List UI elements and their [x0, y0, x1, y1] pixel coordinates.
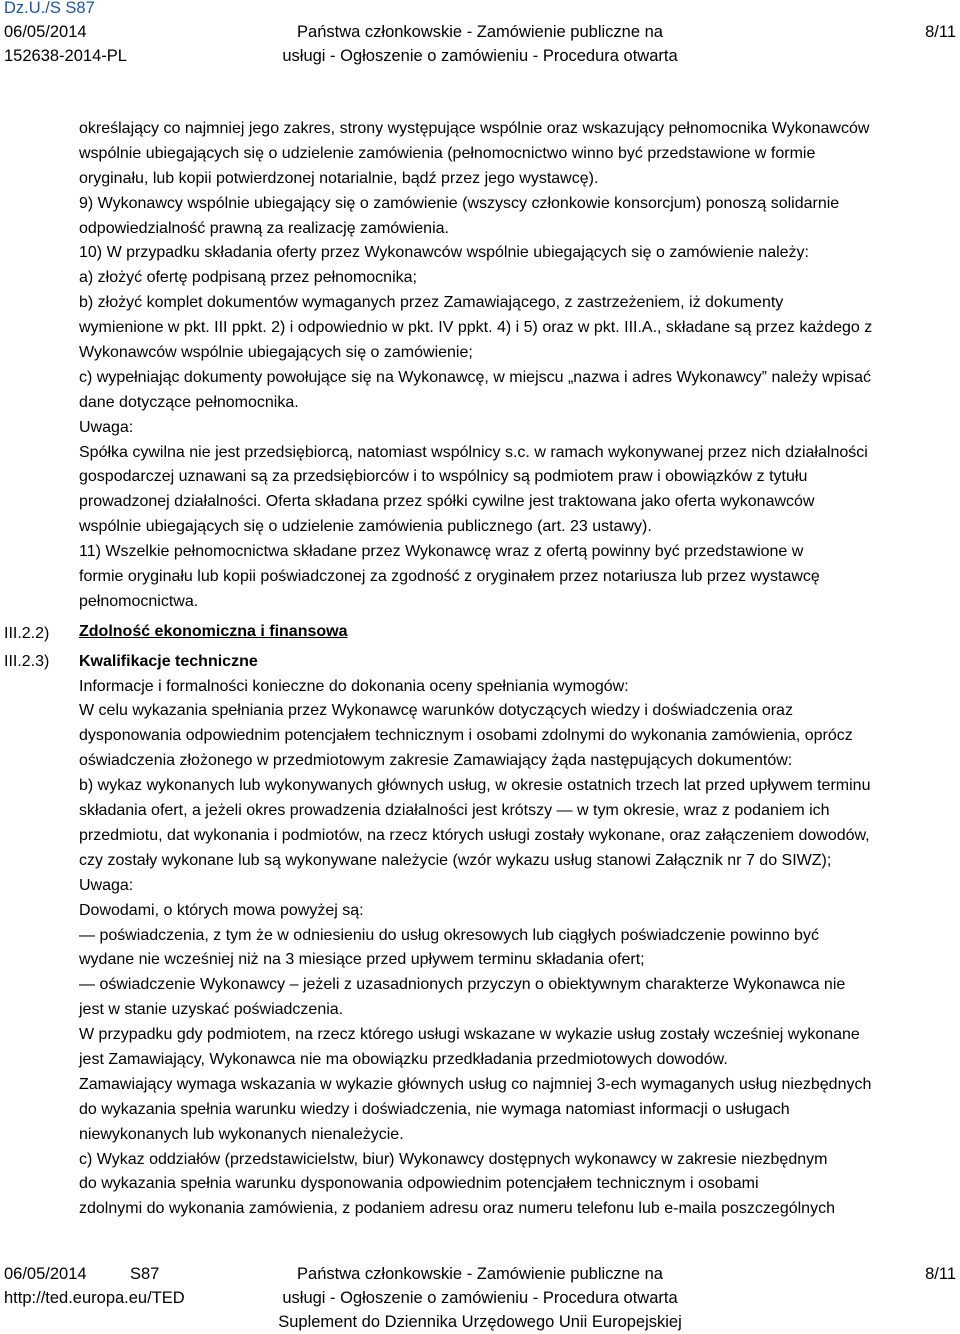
- body-line: oryginału, lub kopii potwierdzonej notarialnie, bądź przez jego wystawcę).: [79, 169, 599, 187]
- header-title: [0, 0, 960, 68]
- technical-line: wydane nie wcześniej niż na 3 miesiące przed upływem terminu składania ofert;: [79, 951, 645, 969]
- technical-line: składania ofert, a jeżeli okres prowadzenia działalności jest krótszy — w tym okresie, wraz z podaniem ich: [79, 802, 830, 820]
- footer-url-link[interactable]: http://ted.europa.eu/TED: [4, 1289, 185, 1307]
- body-line: formie oryginału lub kopii poświadczonej za zgodność z oryginałem przez notariusza lub przez wystawcę: [79, 568, 820, 586]
- technical-line: przedmiotu, dat wykonania i podmiotów, na rzecz których usługi zostały wykonane, oraz załączeniem dowodów,: [79, 826, 870, 844]
- technical-line: niewykonanych lub wykonanych nienależycie.: [79, 1125, 404, 1143]
- section-numbers: [4, 620, 49, 676]
- body-line: wymienione w pkt. III ppkt. 2) i odpowiednio w pkt. IV ppkt. 4) i 5) oraz w pkt. III.A., składane są przez każdego z: [79, 319, 873, 337]
- body-line: określający co najmniej jego zakres, strony występujące wspólnie oraz wskazujący pełnomocnika Wykonawców: [79, 120, 870, 137]
- technical-line: Dowodami, o których mowa powyżej są:: [79, 901, 364, 919]
- body-line: 9) Wykonawcy wspólnie ubiegający się o zamówienie (wszyscy członkowie konsorcjum) ponoszą solidarnie: [79, 194, 840, 212]
- header-title-line1: Państwa członkowskie - Zamówienie publiczne na: [297, 23, 663, 41]
- header-page-number: 8/11: [925, 23, 956, 41]
- technical-line: zdolnymi do wykonania zamówienia, z podaniem adresu oraz numeru telefonu lub e-maila poszczególnych: [79, 1200, 835, 1218]
- heading-economic: Zdolność ekonomiczna i finansowa: [79, 622, 348, 640]
- body-line: gospodarczej uznawani są za przedsiębiorców i to wspólnicy są podmiotem praw i obowiązków z tytułu: [79, 468, 808, 486]
- technical-line: jest w stanie uzyskać poświadczenia.: [79, 1001, 344, 1019]
- technical-line: do wykazania spełnia warunku dysponowania odpowiednim potencjałem technicznym i osobami: [79, 1175, 759, 1193]
- section-number-economic: III.2.2): [4, 625, 50, 642]
- technical-line: dysponowania odpowiednim potencjałem technicznym i osobami zdolnymi do wykonania zamówienia, oprócz: [79, 727, 853, 745]
- technical-line: Informacje i formalności konieczne do dokonania oceny spełniania wymogów:: [79, 677, 629, 695]
- document-body: [79, 117, 959, 1222]
- body-line: 11) Wszelkie pełnomocnictwa składane przez Wykonawcę wraz z ofertą powinny być przedstawione w: [79, 543, 804, 561]
- header-right: [925, 0, 956, 44]
- technical-line: jest Zamawiający, Wykonawca nie ma obowiązku przedkładania przedmiotowych dowodów.: [79, 1050, 728, 1068]
- footer-title-line1: Państwa członkowskie - Zamówienie publiczne na: [297, 1265, 663, 1283]
- body-line: c) wypełniając dokumenty powołujące się na Wykonawcę, w miejscu „nazwa i adres Wykonawcy” należy wpisać: [79, 368, 872, 386]
- body-line: b) złożyć komplet dokumentów wymaganych przez Zamawiającego, z zastrzeżeniem, iż dokumenty: [79, 294, 784, 312]
- notice-id: 152638-2014-PL: [4, 47, 127, 65]
- header-date: 06/05/2014: [4, 23, 87, 41]
- footer-title-line3: Suplement do Dziennika Urzędowego Unii Europejskiej: [278, 1313, 682, 1331]
- body-line: pełnomocnictwa.: [79, 592, 199, 610]
- body-line: prowadzonej działalności. Oferta składana przez spółki cywilne jest traktowana jako oferta wykonawców: [79, 493, 815, 511]
- body-line: wspólnie ubiegających się o udzielenie zamówienia publicznego (art. 23 ustawy).: [79, 518, 652, 536]
- body-line: Spółka cywilna nie jest przedsiębiorcą, natomiast wspólnicy s.c. w ramach wykonywanej przez nich działalności: [79, 443, 868, 461]
- technical-line: W przypadku gdy podmiotem, na rzecz którego usługi wskazane w wykazie usług zostały wcześniej wykonane: [79, 1026, 860, 1044]
- technical-line: c) Wykaz oddziałów (przedstawicielstw, biur) Wykonawcy dostępnych wykonawcy w zakresie niezbędnym: [79, 1150, 828, 1168]
- technical-line: b) wykaz wykonanych lub wykonywanych głównych usług, w okresie ostatnich trzech lat przed upływem terminu: [79, 777, 871, 795]
- heading-technical: Kwalifikacje techniczne: [79, 652, 258, 670]
- technical-line: — poświadczenia, z tym że w odniesieniu do usług okresowych lub ciągłych poświadczenie powinno być: [79, 926, 819, 944]
- body-line: wspólnie ubiegających się o udzielenie zamówienia (pełnomocnictwo winno być przedstawione w formie: [79, 144, 816, 162]
- body-line: Uwaga:: [79, 418, 134, 436]
- body-line: a) złożyć ofertę podpisaną przez pełnomocnika;: [79, 269, 417, 287]
- footer-date: 06/05/2014: [4, 1265, 87, 1283]
- body-line: Wykonawców wspólnie ubiegających się o zamówienie;: [79, 344, 473, 362]
- header-title-line2: usługi - Ogłoszenie o zamówieniu - Procedura otwarta: [282, 47, 678, 65]
- technical-line: Zamawiający wymaga wskazania w wykazie głównych usług co najmniej 3-ech wymaganych usług niezbędnych: [79, 1075, 872, 1093]
- body-line: dane dotyczące pełnomocnika.: [79, 393, 299, 411]
- technical-line: W celu wykazania spełniania przez Wykonawcę warunków dotyczących wiedzy i doświadczenia oraz: [79, 702, 793, 720]
- technical-line: do wykazania spełnia warunku wiedzy i doświadczenia, nie wymaga natomiast informacji o usługach: [79, 1100, 790, 1118]
- page-footer: [0, 1262, 960, 1334]
- footer-title-line2: usługi - Ogłoszenie o zamówieniu - Procedura otwarta: [282, 1289, 678, 1307]
- doc-ref-link[interactable]: Dz.U./S S87: [4, 0, 95, 17]
- technical-line: czy zostały wykonane lub są wykonywane należycie (wzór wykazu usług stanowi Załącznik nr 7 do SIWZ);: [79, 851, 832, 869]
- footer-series: S87: [130, 1265, 160, 1283]
- technical-line: oświadczenia złożonego w przedmiotowym zakresie Zamawiający żąda następujących dokumentów:: [79, 752, 793, 770]
- footer-title: [0, 1262, 960, 1334]
- section-number-technical: III.2.3): [4, 653, 50, 670]
- technical-line: Uwaga:: [79, 876, 134, 894]
- body-line: 10) W przypadku składania oferty przez Wykonawców wspólnie ubiegających się o zamówienie należy:: [79, 244, 809, 262]
- footer-page-number: 8/11: [925, 1265, 956, 1283]
- body-line: odpowiedzialność prawną za realizację zamówienia.: [79, 219, 449, 237]
- page-header: [0, 0, 960, 92]
- technical-line: — oświadczenie Wykonawcy – jeżeli z uzasadnionych przyczyn o obiektywnym charakterze Wykonawca nie: [79, 976, 846, 994]
